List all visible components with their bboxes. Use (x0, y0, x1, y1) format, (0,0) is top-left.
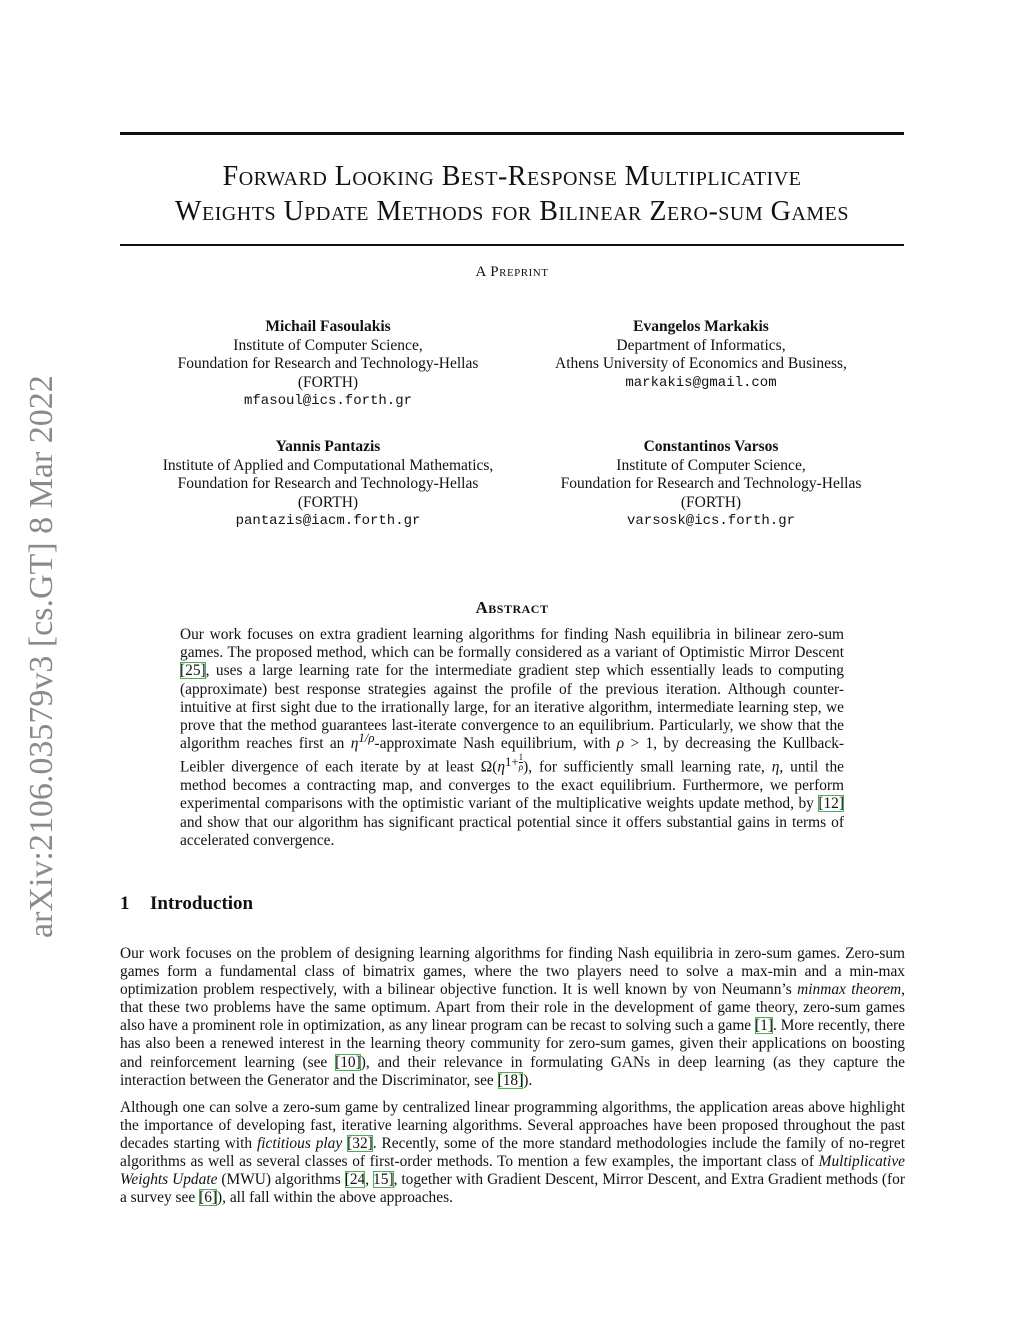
math-frac-den: ρ (518, 762, 524, 773)
author-name: Michail Fasoulakis (265, 318, 391, 335)
emphasis: minmax theorem (797, 981, 902, 999)
abstract-span: , uses a large learning rate for the intermediate gradient step which essentially leads to computing (approximate) best response strategies against the profile of the previous iteration. Although counter-intuitive at first sight due to the irrationally large, for an iterative algorithm, intermediate learning step, we prove that the method guarantees last-iterate convergence to an equilibrium. Particularly, we show that the algorithm reaches first an (180, 662, 844, 753)
author-block-2 (491, 318, 911, 392)
abstract-span: , by decreasing the Kullback-Leibler divergence of each iterate by at least (180, 735, 845, 776)
author-affiliation: Institute of Computer Science, (616, 456, 806, 474)
author-affiliation: Foundation for Research and Technology-Hellas (177, 355, 479, 372)
title-bottom-rule (120, 244, 904, 246)
citation-link[interactable]: [24 (344, 1171, 366, 1189)
title-text-1: Forward Looking Best-Response Multiplicative (222, 161, 802, 192)
math-one-plus: 1+ (504, 754, 519, 769)
citation-link[interactable]: [10] (335, 1053, 361, 1071)
text-span: , that these two problems have the same optimum. Apart from their role in the development of game theory, zero-sum games also have a prominent role in optimization, as any linear program can be recast to solving such a game (120, 981, 906, 1035)
arxiv-side-stamp (20, 356, 60, 956)
author-affiliation: (FORTH) (680, 493, 742, 511)
text-span: (MWU) algorithms (217, 1171, 345, 1189)
title-text-2: Weights Update Methods for Bilinear Zero-sum Games (175, 196, 849, 227)
intro-paragraph-1 (120, 945, 905, 1090)
citation-link[interactable]: [18] (497, 1071, 524, 1089)
citation-link[interactable]: 15] (373, 1171, 394, 1189)
section-number: 1 (120, 893, 130, 914)
author-affiliation: Department of Informatics, (616, 336, 786, 354)
math-eta: η (350, 735, 359, 753)
abstract-span: and show that our algorithm has significant practical potential since it offers substantial gains in terms of accelerated convergence. (180, 813, 844, 849)
author-block-1 (118, 318, 538, 411)
text-span: ). (523, 1071, 533, 1089)
math-gt-one: > 1 (624, 735, 654, 753)
math-rho: ρ (616, 735, 625, 753)
preprint-label: A Preprint (475, 264, 549, 280)
abstract-span: , until the method becomes a contracting map, and converges to the exact equilibrium. Furthermore, we perform experimental comparisons with the optimistic variant of the multiplicative weights update method, by (180, 758, 845, 813)
author-name: Yannis Pantazis (275, 438, 381, 455)
math-eta: η (497, 758, 505, 776)
abstract-span: Our work focuses on extra gradient learning algorithms for finding Nash equilibria in bilinear zero-sum games. The proposed method, which can be formally considered as a variant of Optimistic Mirror Descent (180, 626, 844, 662)
citation-link[interactable]: [25] (180, 662, 206, 680)
text-span: Although one can solve a zero-sum game by centralized linear programming algorithms, the application areas above highlight the importance of developing fast, iterative learning algorithms. Several approaches have been proposed throughout the past decades starting with (120, 1099, 905, 1153)
text-span: ), all fall within the above approaches. (217, 1189, 453, 1207)
text-span: ), and their relevance in formulating GANs in deep learning (as they capture the interaction between the Generator and the Discriminator, see (120, 1053, 906, 1089)
author-name: Constantinos Varsos (643, 438, 779, 455)
emphasis: Multiplicative Weights Update (120, 1153, 905, 1189)
arxiv-stamp-svg (20, 356, 60, 956)
text-span: , (365, 1171, 374, 1189)
abstract-text: Our work focuses on extra gradient learning algorithms for finding Nash equilibria in bilinear zero-sum games. The proposed method, which can be formally considered as a variant of Optimistic Mirror Descent [25], uses a large learning rate for the intermediate gradient step which essentially leads to computing (approximate) best response strategies against the profile of the previous iteration. Although counter-intuitive at first sight due to the irrationally large, for an iterative algorithm, intermediate learning step, we prove that the method guarantees last-iterate convergence to an equilibrium. Particularly, we show that the algorithm reaches first an $\eta^{1/\rho}$-approximate Nash equilibrium, with ρ > 1, by decreasing the Kullback-Leibler divergence of each iterate by at least $\Omega(\eta^{1+ \frac{1}{\rho}}$ ), for sufficiently small learning rate, η, until the method becomes a contracting map, and converges to the exact equilibrium. Furthermore, we perform experimental comparisons with the optimistic variant of the multiplicative weights update method, by [12] and show that our algorithm has significant practical potential since it offers substantial gains in terms of accelerated convergence. (180, 626, 845, 849)
arxiv-id: arXiv:2106.03579v3 [cs.GT] 8 Mar 2022 (23, 375, 60, 938)
math-rho-exponent: 1/ρ (358, 731, 375, 746)
author-name: Evangelos Markakis (633, 318, 769, 335)
author-email[interactable]: pantazis@iacm.forth.gr (235, 513, 421, 529)
author-email[interactable]: mfasoul@ics.forth.gr (243, 393, 413, 409)
math-frac-num: 1 (518, 752, 524, 763)
author-affiliation: Institute of Computer Science, (233, 336, 423, 354)
author-email[interactable]: varsosk@ics.forth.gr (626, 513, 796, 529)
section-heading (120, 893, 253, 915)
citation-link[interactable]: [6] (199, 1189, 218, 1207)
author-affiliation: Athens University of Economics and Business, (555, 355, 847, 372)
paper-title-line-1 (110, 160, 914, 194)
text-span: Our work focuses on the problem of designing learning algorithms for finding Nash equilibria in zero-sum games. Zero-sum games form a fundamental class of bimatrix games, where the two players need to solve a max-min and a min-max optimization problem respectively, with a bilinear objective function. It is well known by von Neumann’s (120, 945, 905, 999)
math-omega: Ω (480, 758, 493, 776)
citation-link[interactable]: [32] (347, 1135, 373, 1153)
author-affiliation: Foundation for Research and Technology-Hellas (560, 475, 862, 492)
emphasis: fictitious play (256, 1135, 343, 1153)
abstract-span: -approximate Nash equilibrium, with (374, 735, 617, 753)
section-title: Introduction (150, 893, 254, 914)
citation-link[interactable]: [1] (755, 1017, 773, 1035)
math-eta: η (771, 758, 780, 776)
author-affiliation: (FORTH) (297, 493, 359, 511)
text-span: , together with Gradient Descent, Mirror Descent, and Extra Gradient methods (for a survey see (120, 1171, 906, 1207)
citation-link[interactable]: [12] (818, 795, 844, 813)
author-email[interactable]: markakis@gmail.com (625, 374, 777, 391)
abstract-heading: Abstract (475, 598, 549, 617)
intro-paragraph-2 (120, 1099, 905, 1208)
author-affiliation: Institute of Applied and Computational Mathematics, (162, 456, 494, 474)
text-span: . More recently, there has also been a renewed interest in the learning theory community for zero-sum games, given their applications on boosting and reinforcement learning (see (120, 1017, 905, 1071)
author-block-3 (118, 438, 538, 531)
title-top-rule (120, 132, 904, 135)
abstract-span: , for sufficiently small learning rate, (528, 758, 772, 776)
text-span: . Recently, some of the more standard methodologies include the family of no-regret algorithms as well as several classes of first-order methods. To mention a few examples, the important class of (120, 1135, 905, 1171)
author-block-4 (501, 438, 921, 531)
author-affiliation: (FORTH) (297, 373, 359, 391)
author-affiliation: Foundation for Research and Technology-Hellas (177, 475, 479, 492)
paper-title-line-2 (110, 195, 914, 229)
